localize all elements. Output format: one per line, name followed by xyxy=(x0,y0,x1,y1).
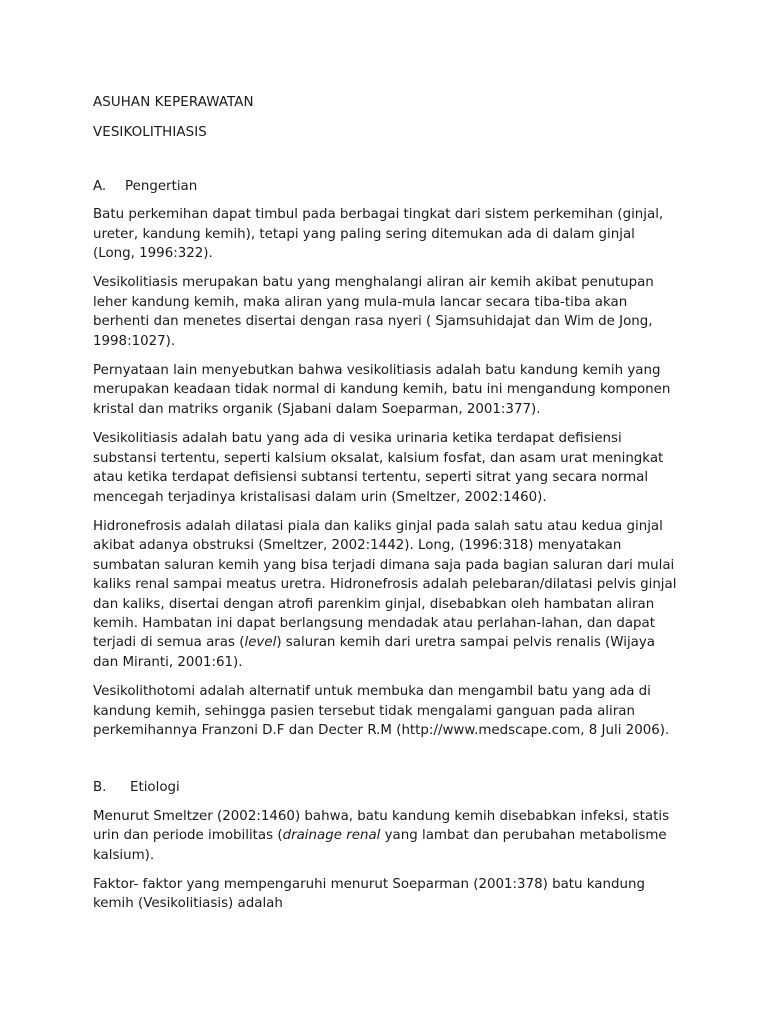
paragraph-a5-text-2: ) saluran kemih dari uretra sampai pelvis renalis (Wijaya dan Miranti, 2001:61). xyxy=(93,635,656,670)
document-title: ASUHAN KEPERAWATAN xyxy=(93,95,254,110)
paragraph-a5-text-1: Hidronefrosis adalah dilatasi piala dan kaliks ginjal pada salah satu atau kedua ginjal akibat adanya obstruksi (Smeltzer, 2002:1442). Long, (1996:318) menyatakan sumbatan saluran kemih yang bisa terjadi dimana saja pada bagian saluran dari mulai kaliks renal sampai meatus uretra. Hidronefrosis adalah pelebaran/dilatasi pelvis ginjal dan kaliks, disertai dengan atrofi parenkim ginjal, disebabkan oleh hambatan aliran kemih. Hambatan ini dapat berlangsung mendadak atau perlahan-lahan, dan dapat terjadi di semua aras ( xyxy=(93,518,677,651)
paragraph-b1 xyxy=(93,807,678,865)
paragraph-b1-italic: drainage renal xyxy=(282,828,381,844)
paragraph-a4: Vesikolitiasis adalah batu yang ada di vesika urinaria ketika terdapat defisiensi substansi tertentu, seperti kalsium oksalat, kalsium fosfat, dan asam urat meningkat atau ketika terdapat defisiensi subtansi tertentu, seperti sitrat yang secara normal mencegah terjadinya kristalisasi dalam urin (Smeltzer, 2002:1460). xyxy=(93,431,664,505)
paragraph-a3: Pernyataan lain menyebutkan bahwa vesikolitiasis adalah batu kandung kemih yang merupakan keadaan tidak normal di kandung kemih, batu ini mengandung komponen kristal dan matriks organik (Sjabani dalam Soeparman, 2001:377). xyxy=(93,363,671,417)
document-subtitle: VESIKOLITHIASIS xyxy=(93,125,207,141)
section-a-heading xyxy=(93,177,678,196)
paragraph-b1-text-2: yang lambat dan perubahan metabolisme kalsium). xyxy=(93,828,667,863)
section-b-number: B. xyxy=(93,780,107,796)
section-b-title: Etiologi xyxy=(130,780,180,796)
paragraph-b2: Faktor- faktor yang mempengaruhi menurut Soeparman (2001:378) batu kandung kemih (Vesikolitiasis) adalah xyxy=(93,877,645,912)
paragraph-a2: Vesikolitiasis merupakan batu yang menghalangi aliran air kemih akibat penutupan leher kandung kemih, maka aliran yang mula-mula lancar secara tiba-tiba akan berhenti dan menetes disertai dengan rasa nyeri ( Sjamsuhidajat dan Wim de Jong, 1998:1027). xyxy=(93,275,654,349)
paragraph-b1-text-1: Menurut Smeltzer (2002:1460) bahwa, batu kandung kemih disebabkan infeksi, statis urin dan periode imobilitas ( xyxy=(93,808,670,844)
paragraph-a1: Batu perkemihan dapat timbul pada berbagai tingkat dari sistem perkemihan (ginjal, ureter, kandung kemih), tetapi yang paling sering ditemukan ada di dalam ginjal (Long, 1996:322). xyxy=(93,207,664,262)
paragraph-a5 xyxy=(93,517,678,672)
section-a-title: Pengertian xyxy=(125,178,198,194)
section-a-number: A. xyxy=(93,178,107,194)
document-page xyxy=(93,93,678,914)
paragraph-a5-italic: level xyxy=(244,635,277,651)
section-b-heading xyxy=(93,778,678,797)
paragraph-a6: Vesikolithotomi adalah alternatif untuk membuka dan mengambil batu yang ada di kandung kemih, sehingga pasien tersebut tidak mengalami ganguan pada aliran perkemihannya Franzoni D.F dan Decter R.M (http://www.medscape.com, 8 Juli 2006). xyxy=(93,684,670,738)
